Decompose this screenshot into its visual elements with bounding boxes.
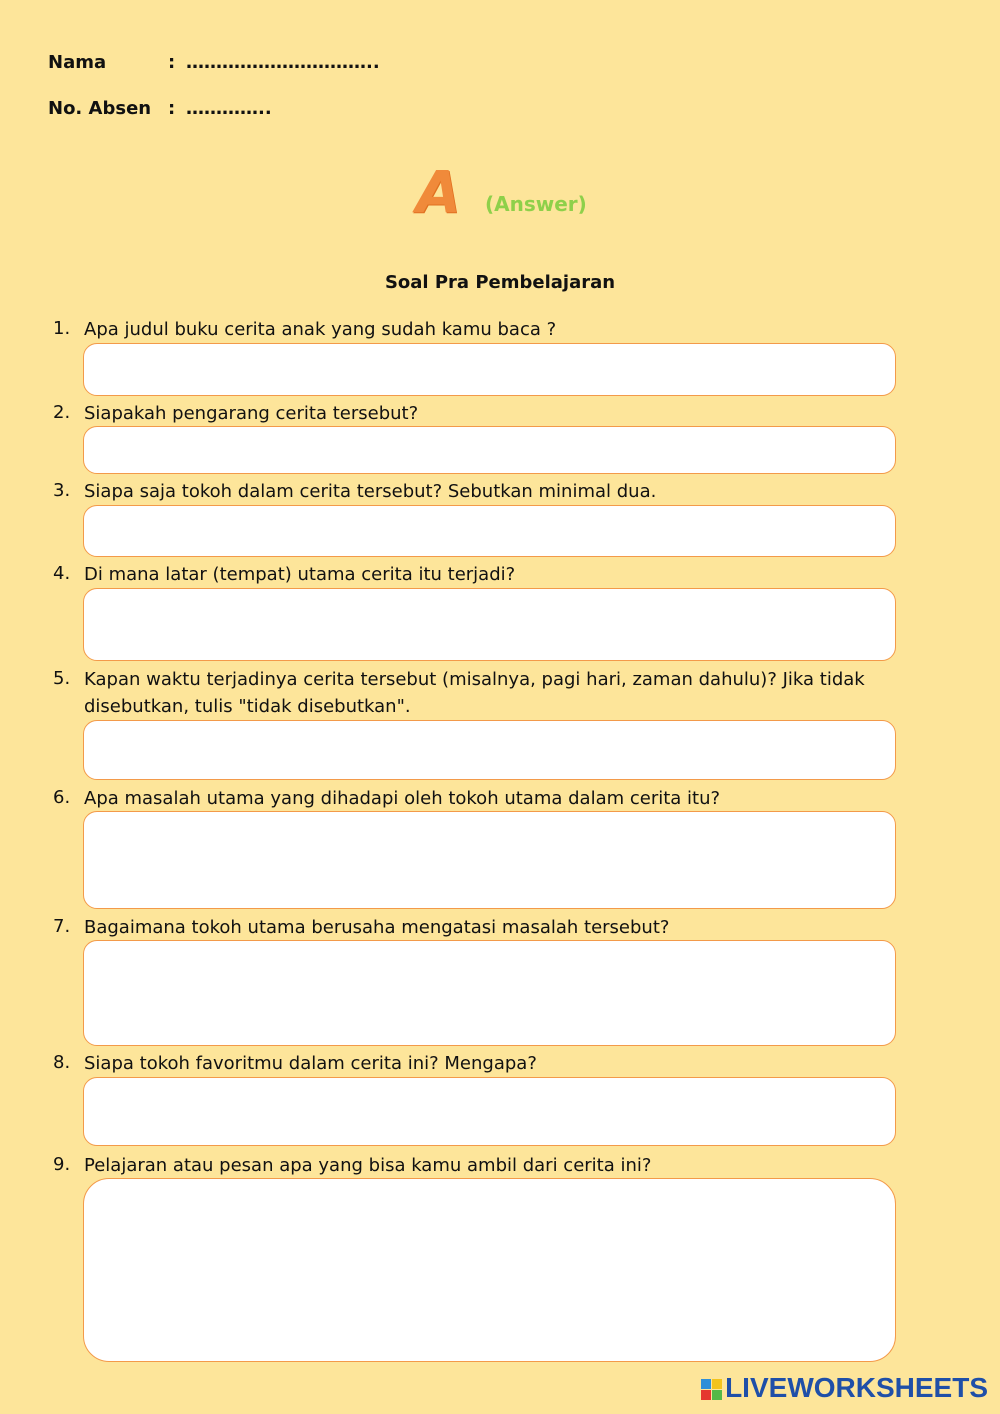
answer-letter: A [416, 158, 461, 226]
question-1-text: Apa judul buku cerita anak yang sudah kamu baca ? [84, 319, 557, 340]
name-field [48, 52, 380, 73]
question-8-number: 8. [53, 1052, 71, 1073]
question-6-number: 6. [53, 787, 71, 808]
answer-box-3[interactable] [83, 505, 896, 557]
question-7-text: Bagaimana tokoh utama berusaha mengatasi masalah tersebut? [84, 917, 670, 938]
answer-box-7[interactable] [83, 940, 896, 1046]
question-8-text: Siapa tokoh favoritmu dalam cerita ini? Mengapa? [84, 1053, 537, 1074]
answer-box-9[interactable] [83, 1178, 896, 1362]
absen-label: No. Absen [48, 98, 152, 119]
answer-box-4[interactable] [83, 588, 896, 661]
question-2-number: 2. [53, 402, 71, 423]
brand-text: LIVEWORKSHEETS [725, 1372, 988, 1403]
answer-box-5[interactable] [83, 720, 896, 780]
absen-separator: : [168, 98, 176, 119]
question-9-text: Pelajaran atau pesan apa yang bisa kamu ambil dari cerita ini? [84, 1155, 652, 1176]
question-5-number: 5. [53, 668, 71, 689]
question-3-number: 3. [53, 480, 71, 501]
question-4-text: Di mana latar (tempat) utama cerita itu terjadi? [84, 564, 516, 585]
question-1-number: 1. [53, 318, 71, 339]
answer-tag: (Answer) [485, 192, 587, 216]
absen-field [48, 98, 272, 119]
name-blank[interactable]: ………………………….. [186, 52, 380, 73]
question-9-number: 9. [53, 1154, 71, 1175]
brand-footer [701, 1372, 988, 1404]
answer-box-8[interactable] [83, 1077, 896, 1146]
question-3-text: Siapa saja tokoh dalam cerita tersebut? Sebutkan minimal dua. [84, 481, 657, 502]
question-7-number: 7. [53, 916, 71, 937]
question-5-text: Kapan waktu terjadinya cerita tersebut (misalnya, pagi hari, zaman dahulu)? Jika tidak disebutkan, tulis "tidak disebutkan". [84, 669, 865, 717]
answer-box-1[interactable] [83, 343, 896, 396]
absen-blank[interactable]: ………….. [186, 98, 272, 119]
question-6-text: Apa masalah utama yang dihadapi oleh tokoh utama dalam cerita itu? [84, 788, 721, 809]
question-2-text: Siapakah pengarang cerita tersebut? [84, 403, 419, 424]
liveworksheets-logo-icon [701, 1379, 722, 1400]
section-title: Soal Pra Pembelajaran [384, 272, 616, 293]
question-4-number: 4. [53, 563, 71, 584]
name-label: Nama [48, 52, 107, 73]
answer-box-6[interactable] [83, 811, 896, 909]
answer-box-2[interactable] [83, 426, 896, 474]
name-separator: : [168, 52, 176, 73]
